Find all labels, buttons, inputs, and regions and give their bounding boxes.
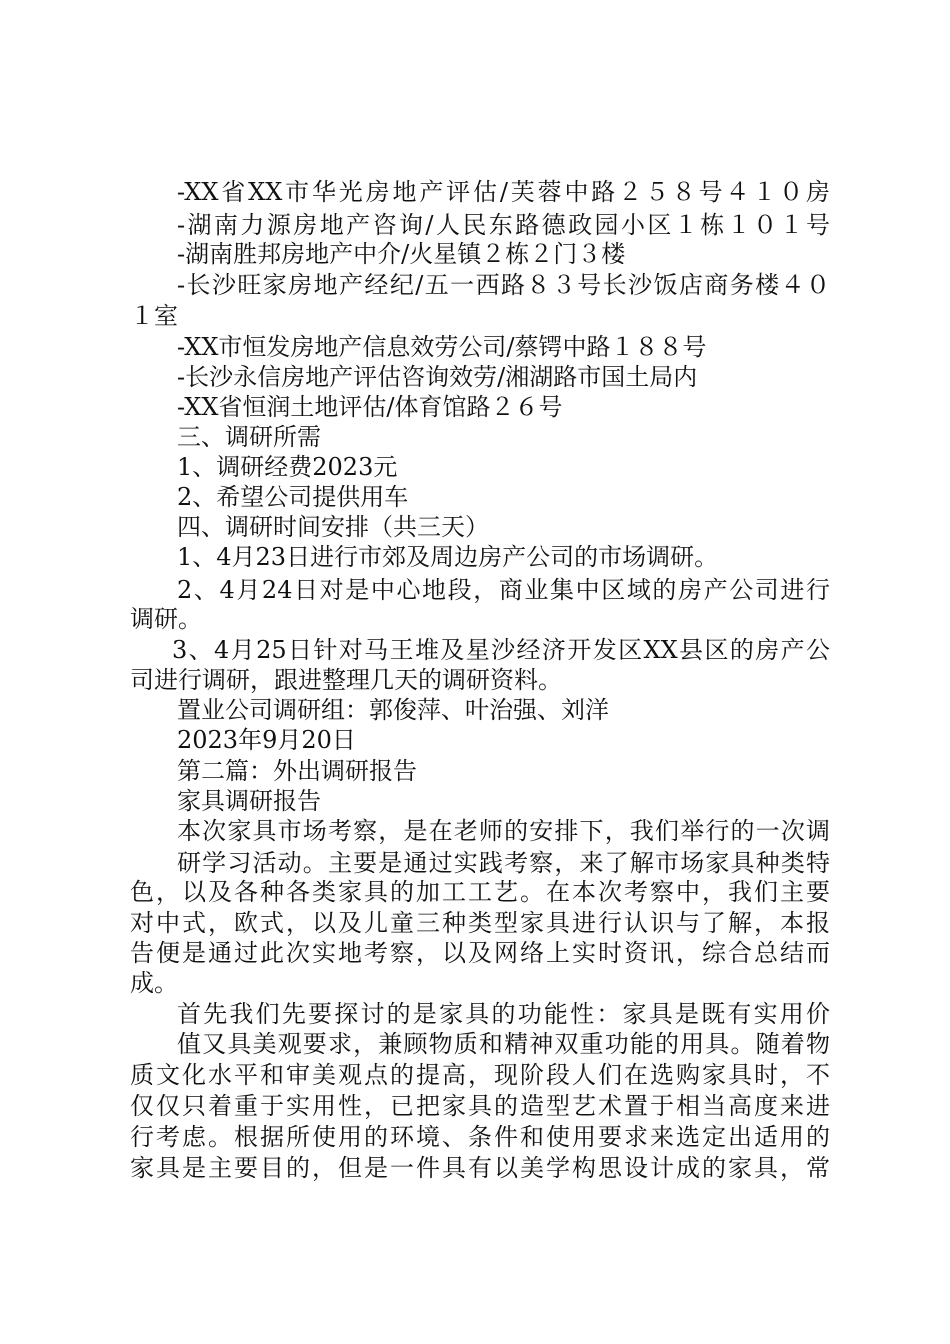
section-heading-schedule: 四、调研时间安排（共三天） [177,513,489,541]
list-item-vehicle: 2、希望公司提供用车 [177,483,409,511]
schedule-item-day3-cont: 司进行调研，跟进整理几天的调研资料。 [130,666,562,694]
address-line-yongxin: -长沙永信房地产评估咨询效劳/湘湖路市国土局内 [177,363,698,391]
address-line-wangjia-cont: １室 [130,302,178,330]
schedule-item-day2-cont: 调研。 [130,605,202,633]
address-line-wangjia: -长沙旺家房地产经纪/五一西路８３号长沙饭店商务楼４０ [177,271,830,299]
paragraph-line: 首先我们先要探讨的是家具的功能性：家具是既有实用价 [177,1000,830,1028]
paragraph-line: 对中式，欧式，以及儿童三种类型家具进行认识与了解，本报 [130,909,830,937]
paragraph-line: 研学习活动。主要是通过实践考察，来了解市场家具种类特 [177,849,830,877]
address-line-shengbang: -湖南胜邦房地产中介/火星镇２栋２门３楼 [177,240,626,268]
paragraph-line: 家具是主要目的，但是一件具有以美学构思设计成的家具，常 [130,1154,830,1182]
paragraph-line: 色，以及各种各类家具的加工工艺。在本次考察中，我们主要 [130,878,830,906]
section-heading-needs: 三、调研所需 [177,423,321,451]
paragraph-line: 质文化水平和审美观点的提高，现阶段人们在选购家具时，不 [130,1061,830,1089]
paragraph-line: 告便是通过此次实地考察，以及网络上实时资讯，综合总结而 [130,939,830,967]
address-line-hengrun: -XX省恒润土地评估/体育馆路２６号 [177,393,563,421]
paragraph-line: 成。 [130,969,178,997]
paragraph-line: 仅仅只着重于实用性，已把家具的造型艺术置于相当高度来进 [130,1092,830,1120]
signature-group: 置业公司调研组：郭俊萍、叶治强、刘洋 [177,696,609,724]
paragraph-line: 值又具美观要求，兼顾物质和精神双重功能的用具。随着物 [177,1030,830,1058]
schedule-item-day1: 1、4月23日进行市郊及周边房产公司的市场调研。 [177,543,719,571]
address-line-huaguang: -XX省XX市华光房地产评估/芙蓉中路２５８号４１０房 [177,178,830,206]
schedule-item-day3: 3、4月25日针对马王堆及星沙经济开发区XX县区的房产公 [172,636,830,664]
address-line-liyuan: -湖南力源房地产咨询/人民东路德政园小区１栋１０１号 [177,211,830,239]
list-item-budget: 1、调研经费2023元 [177,453,398,481]
schedule-item-day2: 2、4月24日对是中心地段，商业集中区域的房产公司进行 [177,576,830,604]
address-line-hengfa: -XX市恒发房地产信息效劳公司/蔡锷中路１８８号 [177,333,707,361]
chapter-heading: 第二篇：外出调研报告 [177,757,417,785]
paragraph-line: 本次家具市场考察，是在老师的安排下，我们举行的一次调 [177,817,830,845]
report-title: 家具调研报告 [177,787,321,815]
paragraph-line: 行考虑。根据所使用的环境、条件和使用要求来选定出适用的 [130,1123,830,1151]
signature-date: 2023年9月20日 [177,726,356,754]
